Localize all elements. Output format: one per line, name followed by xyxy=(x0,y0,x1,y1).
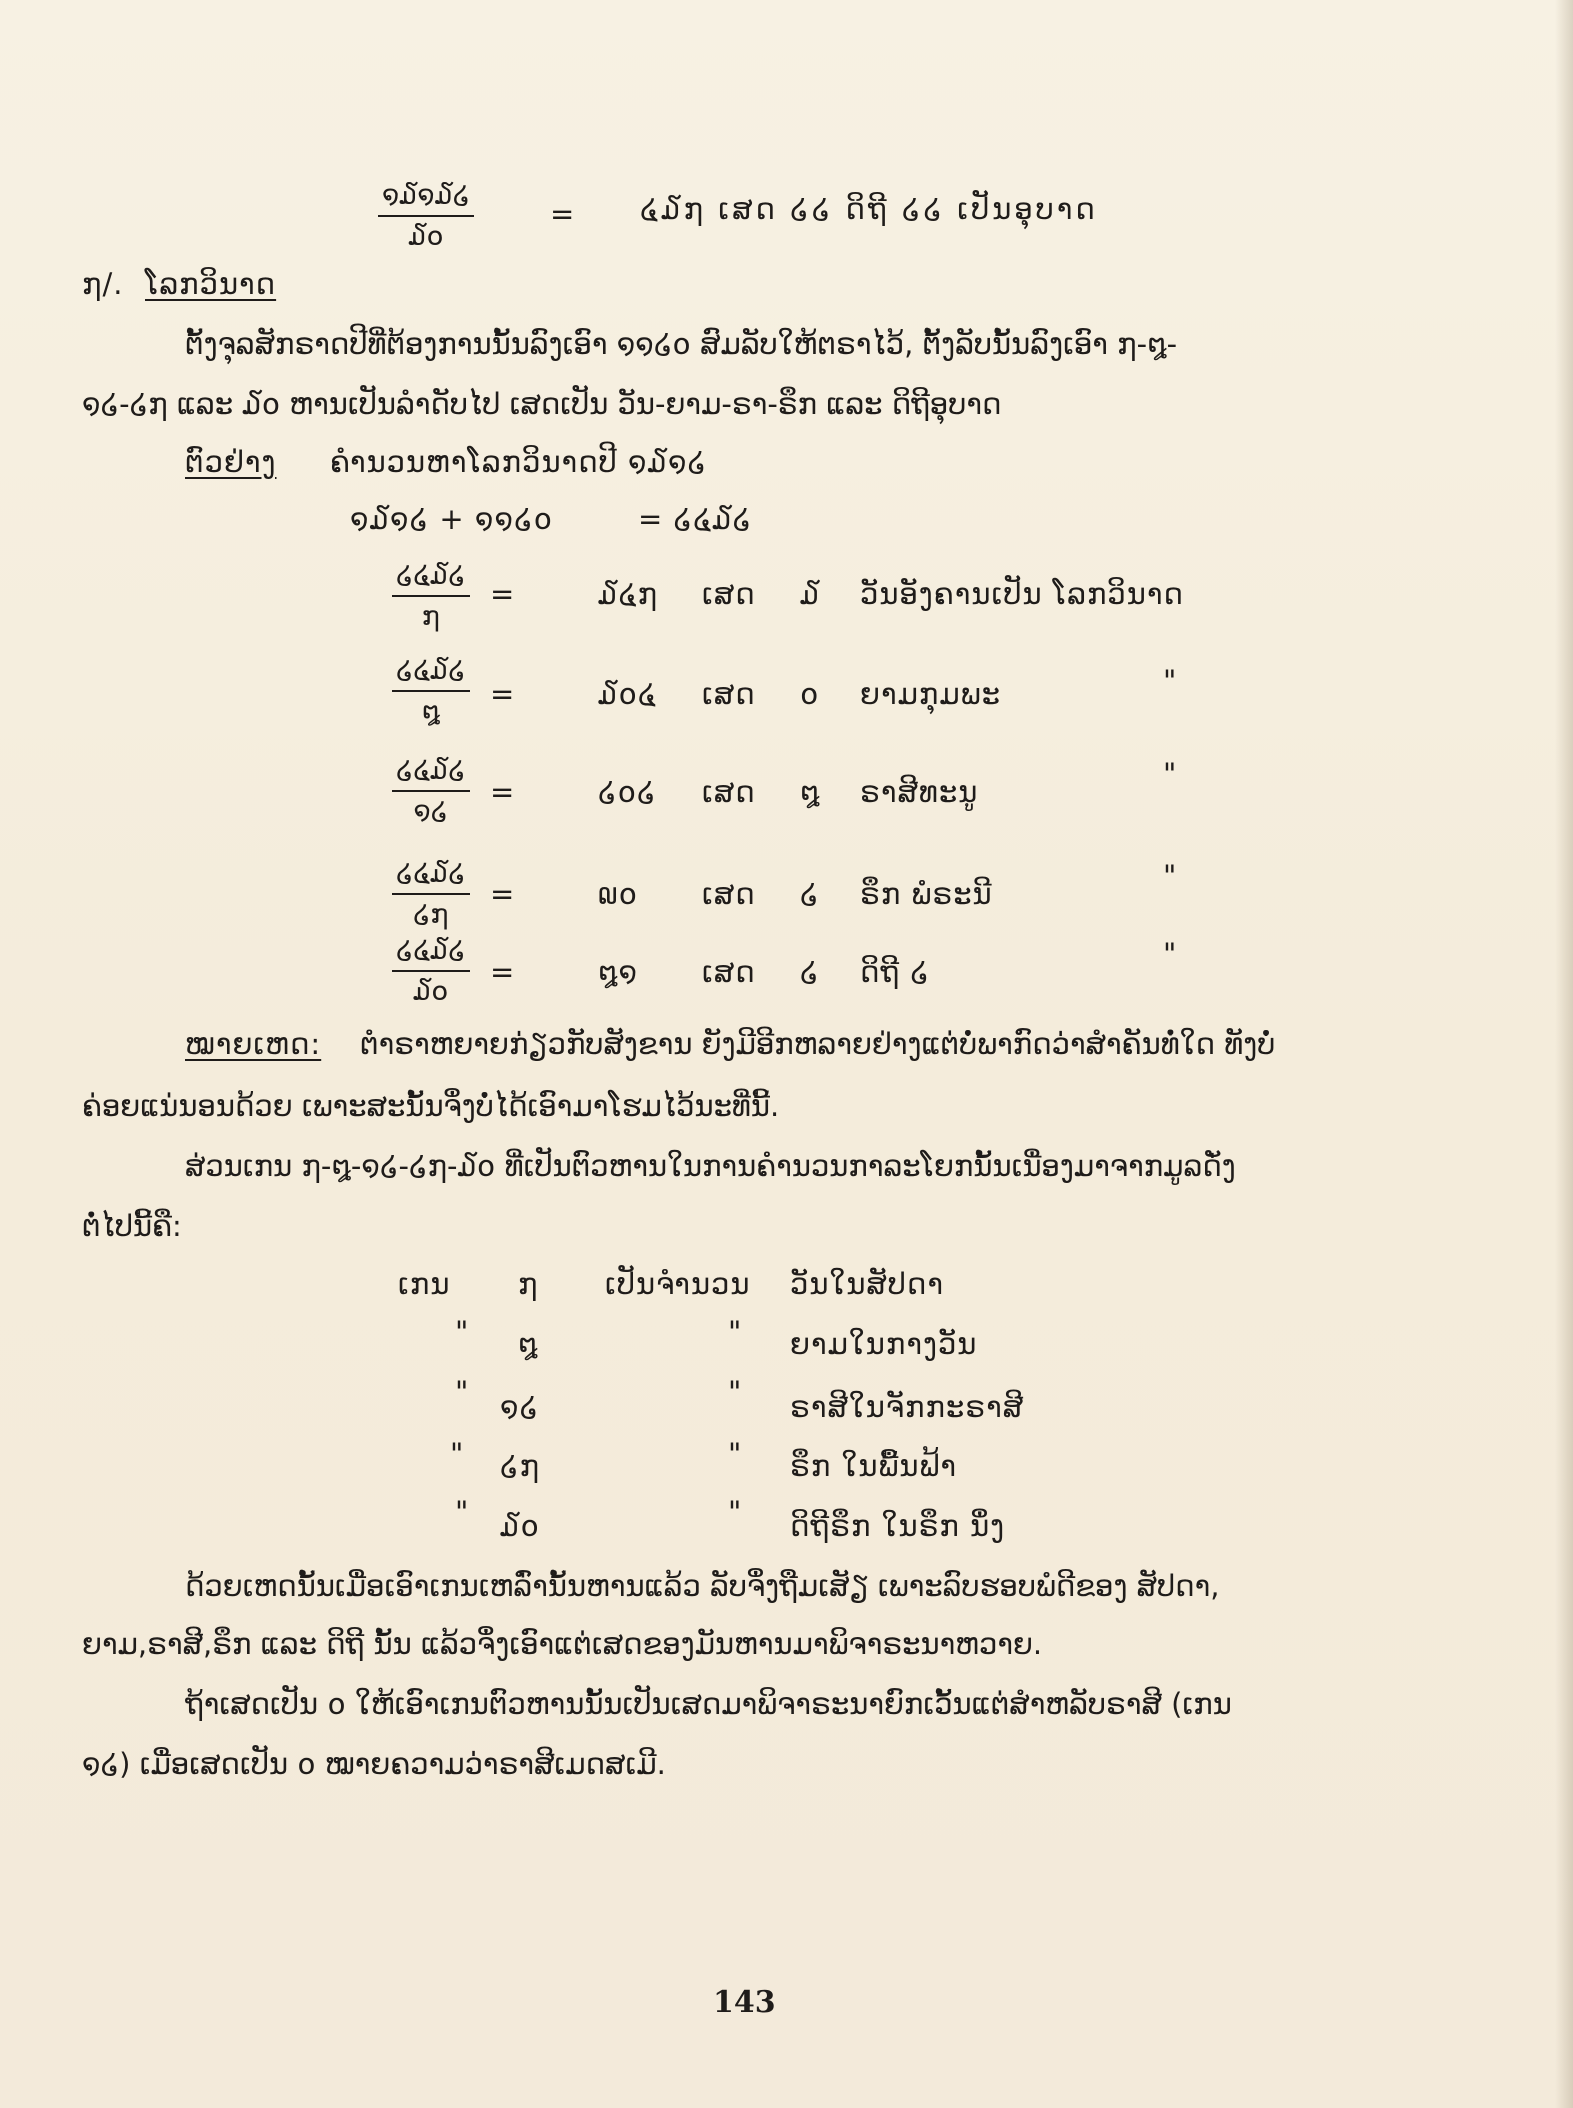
row-description: ຣຶກ ພໍຣະນີ xyxy=(860,877,993,911)
closing-line-2: ຍາມ,ຣາສີ,ຣຶກ ແລະ ດິຖີ ນັ້ນ ແລ້ວຈຶ່ງເອົາແຕ່ເສດຂອງມັນຫານມາພິຈາຣະນາຫວາຍ. xyxy=(82,1627,1043,1661)
table-cell-meaning: ດິຖີຣຶກ ໃນຣຶກ ນຶ່ງ xyxy=(790,1509,1006,1543)
row-quotient: ໓໔໗ xyxy=(598,577,659,611)
table-cell-meaning: ຍາມໃນກາງວັນ xyxy=(790,1327,978,1361)
table-cell-label: " xyxy=(728,1375,743,1409)
row-equals: = xyxy=(490,577,516,611)
table-cell-label: " xyxy=(728,1315,743,1349)
row-ditto: " xyxy=(1163,664,1178,698)
intro-line-1: ຕັ້ງຈຸລສັກຣາດປີທີ່ຕ້ອງການນັ້ນລົງເອົາ ໑໑໒໐ ສົມລັບໃຫ້ຕຣາໄວ້, ຕັ້ງລັບນັ້ນລົງເອົາ ໗-໘- xyxy=(185,327,1178,361)
row-equals: = xyxy=(490,677,516,711)
table-cell-meaning: ຣາສີໃນຈັກກະຣາສີ xyxy=(790,1390,1025,1424)
row-fraction xyxy=(392,560,470,632)
sum-right: = ໒໔໓໒ xyxy=(638,502,753,536)
row-fraction xyxy=(392,858,470,930)
note-line-4: ຕໍ່ໄປນີ້ຄື: xyxy=(82,1209,182,1243)
row-equals: = xyxy=(490,955,516,989)
top-fraction xyxy=(378,180,474,252)
equals-sign: = xyxy=(550,197,576,231)
table-cell-label: " xyxy=(728,1495,743,1529)
fraction-numerator: ໑໓໑໓໒ xyxy=(378,180,474,217)
row-denominator: ໘ xyxy=(421,696,440,727)
row-equals: = xyxy=(490,877,516,911)
row-fraction xyxy=(392,655,470,727)
row-remainder: ໘ xyxy=(800,775,821,809)
row-description: ຣາສີທະນູ xyxy=(860,775,979,809)
row-sed-label: ເສດ xyxy=(702,577,756,611)
table-cell-divisor: ໒໗ xyxy=(500,1449,541,1483)
table-cell-term: " xyxy=(455,1495,470,1529)
row-denominator: ໑໒ xyxy=(413,796,449,827)
section-number: ໗/. xyxy=(82,267,124,301)
row-numerator: ໒໔໓໒ xyxy=(392,935,470,972)
table-cell-divisor: ໓໐ xyxy=(500,1509,540,1543)
row-description: ວັນອັງຄານເປັນ ໂລກວິນາດ xyxy=(860,577,1184,611)
row-numerator: ໒໔໓໒ xyxy=(392,655,470,692)
row-denominator: ໒໗ xyxy=(413,899,449,930)
row-quotient: ໓໐໔ xyxy=(598,677,658,711)
sum-left: ໑໓໑໒ + ໑໑໒໐ xyxy=(350,502,554,536)
intro-line-2: ໑໒-໒໗ ແລະ ໓໐ ຫານເປັນລຳດັບໄປ ເສດເປັນ ວັນ-ຍາມ-ຣາ-ຣຶກ ແລະ ດິຖີອຸບາດ xyxy=(82,387,1002,421)
row-denominator: ໗ xyxy=(421,601,440,632)
table-cell-term: " xyxy=(450,1437,465,1471)
closing-line-1: ດ້ວຍເຫດນັ້ນເມື່ອເອົາເກນເຫລົ່ານັ້ນຫານແລ້ວ ລັບຈຶ່ງຖືມເສັຽ ເພາະລົບຮອບພໍດີຂອງ ສັປດາ, xyxy=(185,1569,1220,1603)
row-sed-label: ເສດ xyxy=(702,877,756,911)
row-ditto: " xyxy=(1163,937,1178,971)
table-cell-term: " xyxy=(455,1375,470,1409)
row-description: ຍາມກຸມພະ xyxy=(860,677,1001,711)
row-remainder: ໓ xyxy=(800,577,821,611)
row-ditto: " xyxy=(1163,757,1178,791)
row-remainder: ໐ xyxy=(800,677,820,711)
closing-line-3: ຖ້າເສດເປັນ ໐ ໃຫ້ເອົາເກນຕົວຫານນັ້ນເປັນເສດມາພິຈາຣະນາຍົກເວັ້ນແຕ່ສຳຫລັບຣາສີ (ເກນ xyxy=(185,1687,1232,1721)
page-edge-shadow xyxy=(1555,0,1573,2108)
row-numerator: ໒໔໓໒ xyxy=(392,858,470,895)
row-fraction xyxy=(392,935,470,1007)
row-quotient: ໒໐໒ xyxy=(598,775,657,809)
example-text: ຄຳນວນຫາໂລກວິນາດປີ ໑໓໑໒ xyxy=(330,445,708,479)
note-line-2: ຄ່ອຍແນ່ນອນດ້ວຍ ເພາະສະນັ້ນຈຶ່ງບໍ່ໄດ້ເອົາມາໂຮມໄວ້ນະທີ່ນີ້. xyxy=(82,1089,780,1123)
row-denominator: ໓໐ xyxy=(413,976,449,1007)
formula-result: ໔໓໗ ເສດ ໒໒ ດິຖີ ໒໒ ເປັນອຸບາດ xyxy=(640,192,1098,226)
section-title: ໂລກວິນາດ xyxy=(145,267,277,301)
row-quotient: ໙໐ xyxy=(598,877,639,911)
table-cell-divisor: ໘ xyxy=(518,1327,539,1361)
note-line-1: ຕຳຣາຫຍາຍກ່ຽວກັບສັງຂານ ຍັງມີອີກຫລາຍຢ່າງແຕ່ບໍ່ພາກົດວ່າສຳຄັນທໍ່ໃດ ທັງບໍ່ xyxy=(360,1027,1276,1061)
row-fraction xyxy=(392,755,470,827)
table-cell-term: ເກນ xyxy=(398,1267,451,1301)
table-cell-meaning: ຣຶກ ໃນພື້ນຟ້າ xyxy=(790,1449,958,1483)
note-label: ໝາຍເຫດ: xyxy=(185,1027,322,1061)
example-label: ຕົວຢ່າງ xyxy=(185,445,277,479)
table-cell-divisor: ໗ xyxy=(518,1267,539,1301)
row-sed-label: ເສດ xyxy=(702,775,756,809)
page-number: 143 xyxy=(713,1985,776,2020)
row-sed-label: ເສດ xyxy=(702,677,756,711)
fraction-denominator: ໓໐ xyxy=(408,221,444,252)
table-cell-meaning: ວັນໃນສັປດາ xyxy=(790,1267,944,1301)
row-numerator: ໒໔໓໒ xyxy=(392,560,470,597)
table-cell-label: ເປັນຈຳນວນ xyxy=(605,1267,751,1301)
row-remainder: ໒ xyxy=(800,877,820,911)
table-cell-label: " xyxy=(728,1437,743,1471)
closing-line-4: ໑໒) ເມື່ອເສດເປັນ ໐ ໝາຍຄວາມວ່າຣາສີເມດສເມີ. xyxy=(82,1747,666,1781)
row-equals: = xyxy=(490,775,516,809)
row-description: ດິຖີ ໒ xyxy=(860,955,930,989)
note-line-3: ສ່ວນເກນ ໗-໘-໑໒-໒໗-໓໐ ທີ່ເປັນຕົວຫານໃນການຄຳນວນກາລະໂຍກນັ້ນເນື່ອງມາຈາກມູລດັ່ງ xyxy=(185,1149,1236,1183)
row-numerator: ໒໔໓໒ xyxy=(392,755,470,792)
row-ditto: " xyxy=(1163,859,1178,893)
table-cell-divisor: ໑໒ xyxy=(500,1390,540,1424)
row-sed-label: ເສດ xyxy=(702,955,756,989)
row-quotient: ໘໑ xyxy=(598,955,639,989)
row-remainder: ໒ xyxy=(800,955,820,989)
table-cell-term: " xyxy=(455,1315,470,1349)
